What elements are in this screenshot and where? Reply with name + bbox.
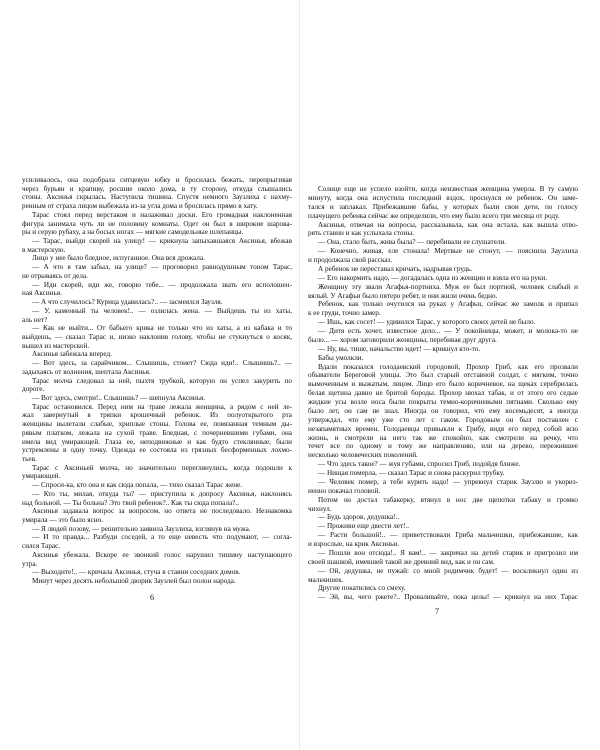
text-line: аль нет? (22, 315, 48, 324)
page-right (300, 0, 600, 750)
paragraph (308, 221, 578, 239)
paragraph (22, 263, 292, 280)
paragraph (308, 593, 578, 602)
paragraph (22, 350, 292, 359)
text-line: — Я людей позову, — решительно заявила Заузлиха, взглянув на мужа. (32, 524, 251, 533)
text-line: в мастерскую. (22, 245, 66, 254)
text-line: — Будь здоров, дедушка!.. (318, 513, 400, 522)
text-line: ры и серую рубаху, а на босых ногах — мягкие самодельные шлепанцы. (22, 228, 244, 237)
page-number-left: 6 (150, 593, 154, 602)
paragraph (22, 281, 292, 298)
text-line: — Пошли вон отсюда!.. Я вам!.. — закричал на детей старик и пригрозил им (318, 548, 578, 557)
text-line: незапамятных времен. Голодаевцы привыкли к Грибу, видя его перед собой всю (308, 424, 578, 433)
paragraph (308, 531, 578, 549)
paragraph (22, 577, 292, 586)
text-line: — Нищая померла, — сказал Тарас и снова раскурил трубку. (318, 469, 505, 477)
text-line: — Человек помер, а тебе курить надо! — упрекнул старик Заузлю и укориз- (318, 477, 578, 486)
paragraph (22, 211, 292, 237)
text-line: ненно покачал головой. (308, 486, 381, 495)
paragraph (308, 460, 578, 469)
text-line: — Вот здесь, смотри!.. Слышишь? — шепнула Аксинья. (32, 393, 206, 402)
paragraph (308, 513, 578, 522)
text-line: над больной. — Ты больна? Это твой ребенок?.. Как ты сюда попала?.. (22, 498, 239, 507)
paragraph (308, 549, 578, 567)
paragraph (308, 522, 578, 531)
text-line: — А что случилось? Курица удавилась?.. — засмеялся Заузля. (32, 298, 223, 307)
text-line: стоны. Аксинья скрылась. Наступила тишина. Спустя немного Заузлиха с нахму- (22, 193, 292, 202)
paragraph (22, 254, 292, 263)
text-line: утверждал, что ему уже сто лет с гаком. Городовым он был поставлен с (308, 415, 578, 424)
paragraph (308, 327, 578, 345)
text-line: — И то правда... Разбуди соседей, а то еще невесть что подумают, — согла- (32, 533, 292, 542)
text-line: — Она, стало быть, жива была? — перебивали ее слушатели. (318, 238, 507, 247)
page-left (0, 0, 299, 750)
text-line: течет все по одному и тому же направлению, или на дерево, пережившее (308, 442, 578, 451)
text-line: умирающей. (22, 472, 61, 481)
paragraph (22, 237, 292, 254)
text-line: мальчишек. (308, 575, 344, 584)
text-line: выйдешь, — сказал Тарас и, низко наклонив голову, чтобы не стукнуться о косяк, (22, 332, 292, 341)
text-line: — Ой, дедушка, не пужай: со мной родимчик будет! — воскликнул один из (318, 566, 578, 575)
paragraph (308, 274, 578, 283)
text-line: задыхаясь от волнения, шептала Аксинья. (22, 367, 151, 376)
text-line: — Иди скорей, иди же, говорю тебе... — продолжала звать его всполошен- (32, 280, 292, 289)
text-line: — Вот здесь, за сарайчиком... Слышишь, стонет? Сюда иди!.. Слышишь?.. — (32, 359, 292, 368)
text-line: рять ставни и как услыхала стоны. (308, 229, 414, 238)
text-line: Бабы умолкли. (318, 353, 364, 362)
text-line: Аксинья задавала вопрос за вопросом, но ответа не последовало. Незнакомка (32, 507, 292, 516)
text-line: Женщину эту звали Агафья-портниха. Муж ее был портной, человек слабый и (318, 282, 578, 291)
text-line: усиливалось, она подобрала ситцевую юбку и бросилась бежать, перепрыгивая (22, 176, 292, 184)
text-line: — Тарас, выйди скорей на улицу! — крикнула запыхавшаяся Аксинья, вбежав (32, 237, 292, 246)
text-line: — Ишь, как сосет! — удивился Тарас, у которого своих детей не было. (318, 318, 536, 327)
text-line: Потом он достал табакерку, втянул в нос две щепотки табаку и громко (318, 495, 578, 504)
paragraph (22, 377, 292, 394)
text-line: — Спроси-ка, кто она и как сюда попала, — тихо сказал Тарас жене. (32, 481, 243, 490)
paragraph (22, 551, 292, 568)
paragraph (308, 300, 578, 318)
text-line: Минут через десять небольшой дворик Заузлей был полон народа. (32, 577, 236, 586)
text-line: дороге. (22, 385, 45, 394)
text-line: было... — хором заговорили женщины, перебивая друг друга. (308, 335, 497, 344)
text-line: Тарас с Аксиньей молча, но значительно переглянулись, когда подошли к (32, 463, 292, 472)
paragraph (308, 363, 578, 461)
text-line: — Ну, вы, тише, начальство идет! — крикнул кто-то. (318, 344, 481, 353)
text-line: чихнул. (308, 504, 332, 513)
text-line: умирала — это было ясно. (22, 516, 104, 525)
paragraph (308, 567, 578, 585)
paragraph (22, 307, 292, 324)
text-line: женщины вылетали слабые, хриплые стоны. Голова ее, повязанная темным ды- (22, 420, 292, 429)
text-line: — Кто ты, милая, откуда ты? — приступила к допросу Аксинья, наклонясь (32, 489, 292, 498)
text-line: утра. (22, 559, 38, 568)
paragraph (22, 394, 292, 403)
text-line: несколько человеческих поколений. (308, 451, 418, 460)
text-line: — У, каменный ты человек!.. — озлилась жена. — Выйдешь ты из хаты, (32, 306, 292, 315)
text-line: — Что здесь такое? — жуя губами, спросил Гриб, подойдя ближе. (318, 460, 521, 469)
text-line: Аксинья забежала вперед. (32, 350, 112, 359)
text-line: жизнь, и смотрели на него так же спокойно, как смотрели на речку, что (308, 433, 578, 442)
text-line: ренным от страха лицом выбежала из-за угла дома и бросилась прямо в хату. (22, 202, 258, 211)
paragraph (308, 354, 578, 363)
paragraph (22, 176, 292, 211)
text-line: к ее груди, точно замер. (308, 309, 381, 318)
text-line: Тарас стоял перед верстаком и налаживал доски. Его громадная наклоненная (32, 210, 292, 219)
paragraph (308, 265, 578, 274)
text-line: вымоченным и выжатым, лицом. Лицо его было коричневое, на щеках серебрилась (308, 380, 578, 389)
left-page-text (22, 176, 292, 586)
paragraph (308, 185, 578, 221)
paragraph (22, 568, 292, 577)
paragraph (22, 490, 292, 507)
text-line: — Конечно, живая, еле стонала! Мертвые не стонут, — пояснила Заузлиха (318, 247, 578, 256)
text-line: не отрываясь от дела. (22, 271, 88, 280)
paragraph (308, 469, 578, 478)
text-line: Аксинья, отвечая на вопросы, рассказывала, как она встала, как вышла отво- (318, 220, 578, 229)
paragraph (22, 464, 292, 481)
text-line: Тарас остановился. Перед ним на траве лежала женщина, а рядом с ней ле- (32, 402, 292, 411)
text-line: рявым платком, лежала на сухой траве. Бледная, с почерневшими губами, она (22, 428, 292, 437)
text-line: своей шашкой, имевшей такой же древний вид, как и он сам. (308, 557, 495, 566)
text-line: белая щетина давно не бритой бороды. Прохор нюхал табак, и от этого его седые (308, 389, 578, 398)
text-line: Лицо у нее было бледное, испуганное. Она вся дрожала. (32, 254, 205, 263)
paragraph (308, 247, 578, 265)
text-line: — Эй, вы, чего ржете?.. Проваливайте, пока целы! — крикнул на них Тарас (318, 593, 578, 602)
text-line: тался и заплакал. Прибежавшие бабы, у которых были свои дети, по голосу (308, 202, 578, 211)
text-line: фигура занимала чуть ли не половину комнаты. Одет он был в широкие шарова- (22, 219, 292, 228)
paragraph (308, 238, 578, 247)
text-line: обыватели Береговой улицы. Это был старый отставной солдат, с мягким, точно (308, 371, 578, 380)
text-line: Ребенок, как только очутился на руках у Агафьи, сейчас же замолк и припал (318, 300, 578, 309)
paragraph (308, 345, 578, 354)
text-line: плачущего ребенка сейчас же определили, что ему было всего три месяца от роду. (308, 211, 560, 220)
paragraph (308, 584, 578, 593)
paragraph (22, 403, 292, 464)
page-number-right: 7 (435, 607, 439, 616)
text-line: жидкие усы возле носа были покрыты темно-коричневыми пятнами. Сколько ему (308, 398, 578, 406)
text-line: вялый. У Агафьи было пятеро ребят, и они жили очень бедно. (308, 291, 498, 300)
text-line: — А что я там забыл, на улице? — проговорил равнодушным тоном Тарас, (32, 263, 292, 272)
right-page-text (308, 185, 578, 602)
text-line: — Проживи еще двести лет!.. (318, 522, 410, 531)
text-line: было лет, он сам не знал. Иногда он говорил, что ему восемьдесят, а иногда (308, 406, 578, 415)
text-line: Вдали показался голодаевский городовой, Прохор Гриб, как его прозвали (318, 362, 578, 371)
paragraph (308, 318, 578, 327)
text-line: вышел из мастерской. (22, 341, 90, 350)
text-line: — Дитя есть хочет, известное дело... — У покойницы, может, и молока-то не (318, 327, 578, 335)
text-line: ная Аксинья. (22, 289, 62, 298)
text-line: Аксинья убежала. Вскоре ее звонкий голос нарушил тишину наступающего (32, 550, 292, 559)
paragraph (22, 507, 292, 524)
text-line: Тарас молча следовал за ней, пыхтя трубкой, которую он успел закурить по (32, 376, 292, 385)
paragraph (308, 283, 578, 301)
paragraph (22, 481, 292, 490)
paragraph (308, 478, 578, 496)
text-line: и продолжала свой рассказ. (308, 256, 393, 264)
paragraph (22, 525, 292, 534)
text-line: — Как не выйти... От бабьего крика не только что из хаты, а из кабака и то (32, 324, 292, 333)
text-line: сился Тарас. (22, 542, 61, 551)
text-line: А ребенок не переставал кричать, надрывая грудь. (318, 264, 473, 273)
text-line: через бурьян и крапиву, росшие около дома, в ту сторону, откуда слышались (22, 184, 292, 193)
text-line: тьев. (22, 455, 37, 463)
paragraph (308, 496, 578, 514)
text-line: — Расти большой!.. — приветствовали Гриба мальчишки, прибежавшие, как (318, 531, 578, 540)
paragraph (22, 533, 292, 550)
text-line: — Выходите!.. — кричала Аксинья, стуча в ставни соседних домов. (32, 568, 241, 577)
paragraph (22, 324, 292, 350)
text-line: — Его накормить надо, — догадалась одна из женщин и взяла его на руки. (318, 273, 548, 282)
text-line: устремлены в одну точку. Одежда ее состояла из грязных бесформенных лохмо- (22, 446, 292, 455)
paragraph (22, 298, 292, 307)
paragraph (22, 359, 292, 376)
text-line: Солнце еще не успело взойти, когда неизвестная женщина умерла. В ту самую (318, 185, 578, 193)
text-line: Другие покатились со смеху. (318, 584, 406, 593)
text-line: и взрослые, на крик Аксиньи. (308, 540, 399, 548)
text-line: жал завернутый в тряпки крошечный ребенок. Из полуоткрытого рта (22, 411, 292, 420)
text-line: имела вид умирающей. Глаза ее, неподвижные и как будто стеклянные, были (22, 437, 292, 446)
text-line: минуту, когда она испустила последний вздох, проснулся ее ребенок. Он заме- (308, 193, 578, 202)
